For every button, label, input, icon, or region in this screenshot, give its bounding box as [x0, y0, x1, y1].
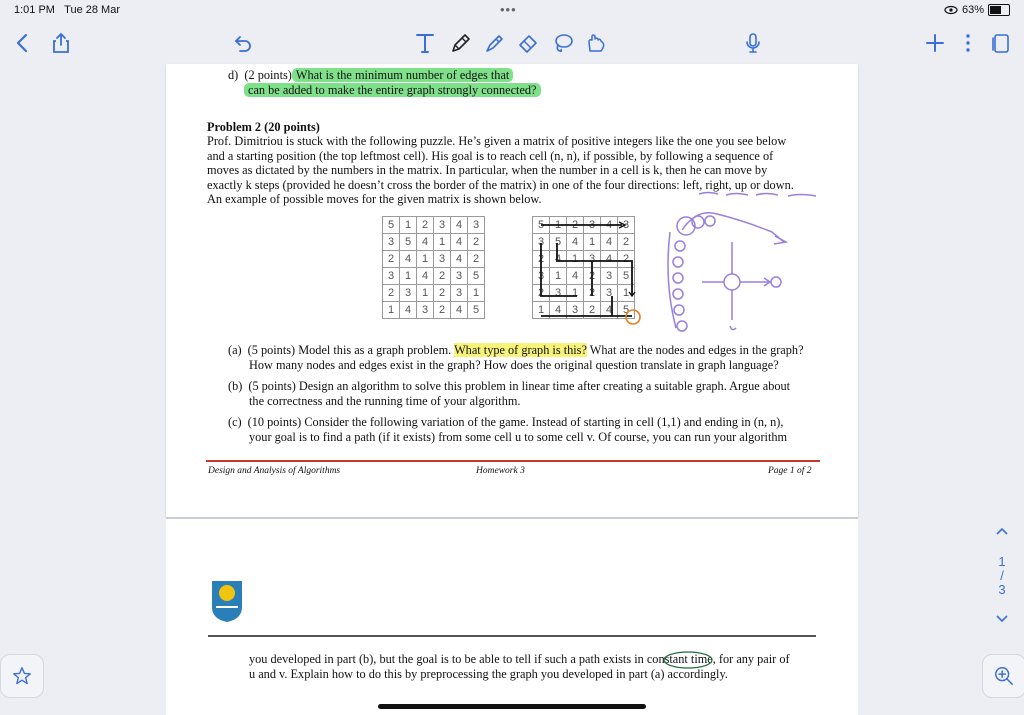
moves-matrix-cell: 1	[550, 268, 567, 285]
matrix-cell: 5	[468, 268, 485, 285]
moves-matrix-cell: 4	[601, 251, 618, 268]
moves-matrix-cell: 3	[533, 268, 550, 285]
moves-matrix-cell: 5	[550, 234, 567, 251]
footer-rule	[206, 460, 820, 462]
matrix-cell: 1	[468, 285, 485, 302]
share-icon[interactable]	[48, 30, 74, 56]
matrix-cell: 1	[383, 302, 400, 319]
matrix-cell: 2	[468, 234, 485, 251]
moves-matrix-cell: 5	[533, 217, 550, 234]
moves-matrix-cell: 2	[584, 302, 601, 319]
matrix-cell: 1	[417, 285, 434, 302]
text-tool-icon[interactable]	[412, 30, 438, 56]
problem-2-line: Prof. Dimitriou is stuck with the following puzzle. He’s given a matrix of positive integers like the one you see below	[207, 134, 787, 148]
status-bar	[0, 0, 1024, 22]
matrix-cell: 3	[434, 251, 451, 268]
header-rule	[208, 635, 816, 637]
moves-matrix-cell: 3	[550, 285, 567, 302]
moves-matrix-cell: 3	[533, 234, 550, 251]
star-icon	[11, 665, 33, 687]
moves-matrix-cell: 4	[601, 302, 618, 319]
matrix-cell: 5	[383, 217, 400, 234]
back-chevron-icon[interactable]	[10, 30, 36, 56]
matrix-cell: 2	[468, 251, 485, 268]
battery-percent: 63%	[961, 4, 984, 16]
zoom-button[interactable]	[982, 654, 1024, 698]
multitasking-dots[interactable]: •••	[500, 2, 517, 17]
page-up-chevron-icon[interactable]	[992, 524, 1012, 539]
matrix-cell: 1	[417, 251, 434, 268]
moves-matrix-cell: 4	[550, 302, 567, 319]
problem-2-line: exactly k steps (provided he doesn’t cross the border of the matrix) in one of the four directions: left, right, up or down.	[207, 177, 794, 192]
status-time: 1:01 PM Tue 28 Mar	[14, 4, 120, 16]
part-a: (a) (5 points) Model this as a graph problem. What type of graph is this? What are the nodes and edges in the graph? How many nodes and edges exist in the graph? How does the original question translate in graph language?	[228, 343, 804, 372]
moves-matrix-cell: 4	[601, 234, 618, 251]
matrix-cell: 4	[451, 251, 468, 268]
move-arrows-overlay	[532, 216, 646, 330]
footer-title: Homework 3	[476, 466, 525, 476]
battery-icon	[988, 4, 1010, 16]
matrix-cell: 3	[451, 268, 468, 285]
matrix-cell: 5	[468, 302, 485, 319]
matrix-cell: 3	[434, 217, 451, 234]
moves-matrix-cell: 5	[618, 302, 635, 319]
moves-matrix-cell: 1	[584, 234, 601, 251]
matrix-cell: 4	[417, 234, 434, 251]
matrix-cell: 3	[468, 217, 485, 234]
moves-matrix-cell: 2	[567, 217, 584, 234]
moves-matrix-cell: 4	[567, 234, 584, 251]
matrix-row	[383, 302, 485, 319]
eraser-icon[interactable]	[515, 30, 541, 56]
matrix-cell: 3	[451, 285, 468, 302]
handwritten-circle-constant	[662, 650, 714, 670]
toolbar	[0, 22, 1024, 64]
matrix-cell: 3	[383, 268, 400, 285]
favorite-star-button[interactable]	[0, 654, 44, 698]
matrix-cell: 4	[451, 302, 468, 319]
matrix-cell: 4	[400, 302, 417, 319]
matrix-cell: 2	[383, 251, 400, 268]
more-icon[interactable]	[955, 30, 981, 56]
moves-matrix-cell: 1	[567, 251, 584, 268]
matrix-cell: 3	[417, 302, 434, 319]
moves-matrix-cell: 2	[584, 285, 601, 302]
status-right	[944, 4, 1010, 16]
part-b: (b) (5 points) Design an algorithm to solve this problem in linear time after creating a suitable graph. Argue about the correctness and the running time of your algorithm.	[228, 379, 791, 408]
matrix-cell: 1	[400, 217, 417, 234]
matrix-cell: 1	[434, 234, 451, 251]
matrix-row	[383, 268, 485, 285]
matrix-row	[383, 217, 485, 234]
university-logo	[210, 577, 244, 623]
moves-matrix-cell: 4	[601, 217, 618, 234]
undo-icon[interactable]	[230, 30, 256, 56]
home-indicator[interactable]	[378, 704, 646, 709]
matrix-cell: 2	[434, 268, 451, 285]
moves-matrix-cell: 3	[584, 251, 601, 268]
highlight-graph-type: What type of graph is this?	[454, 343, 587, 357]
moves-matrix-cell: 1	[567, 285, 584, 302]
problem-2-title: Problem 2 (20 points)	[207, 120, 320, 134]
matrix-cell: 4	[400, 251, 417, 268]
page-down-chevron-icon[interactable]	[992, 612, 1012, 627]
moves-matrix-cell: 4	[550, 251, 567, 268]
add-icon[interactable]	[922, 30, 948, 56]
matrix-cell: 3	[383, 234, 400, 251]
handwritten-underline	[696, 188, 821, 200]
matrix-row	[383, 234, 485, 251]
part-c-continued: you developed in part (b), but the goal is to be able to tell if such a path exists in constant time, for any pair of u and v. Explain how to do this by preprocessing the graph you developed in part (a) accordingly.	[249, 652, 790, 681]
highlighter-icon[interactable]	[482, 30, 508, 56]
matrix-cell: 3	[400, 285, 417, 302]
part-c: (c) (10 points) Consider the following variation of the game. Instead of starting in cell (1,1) and ending in (n, n), your goal is to find a path (if it exists) from some cell u to some cell v. Of course, you can run your algorithm	[228, 415, 788, 444]
screen-mirroring-icon	[944, 5, 958, 15]
moves-matrix-cell: 3	[584, 217, 601, 234]
moves-matrix-cell: 2	[618, 234, 635, 251]
document-page-1[interactable]	[166, 64, 858, 517]
footer-page: Page 1 of 2	[768, 466, 812, 476]
moves-matrix-cell: 3	[567, 302, 584, 319]
moves-matrix-cell: 2	[584, 268, 601, 285]
matrix-cell: 4	[451, 234, 468, 251]
matrix-row	[383, 285, 485, 302]
moves-matrix-cell: 5	[618, 268, 635, 285]
moves-matrix-cell: 2	[533, 251, 550, 268]
matrix-row	[383, 251, 485, 268]
matrix-cell: 2	[434, 302, 451, 319]
pen-icon[interactable]	[448, 30, 474, 56]
problem-2-line: An example of possible moves for the given matrix is shown below.	[207, 192, 542, 207]
example-matrix	[382, 216, 485, 319]
matrix-cell: 2	[434, 285, 451, 302]
moves-matrix-cell: 3	[601, 285, 618, 302]
matrix-cell: 5	[400, 234, 417, 251]
matrix-cell: 4	[451, 217, 468, 234]
microphone-icon[interactable]	[740, 30, 766, 56]
matrix-cell: 2	[383, 285, 400, 302]
pages-icon[interactable]	[988, 30, 1014, 56]
zoom-in-icon	[993, 665, 1015, 687]
shapes-icon[interactable]	[583, 30, 609, 56]
page-indicator[interactable]	[992, 555, 1012, 597]
matrix-cell: 2	[417, 217, 434, 234]
part-d-line2: can be added to make the entire graph strongly connected?	[244, 83, 541, 98]
moves-matrix-cell: 3	[618, 217, 635, 234]
moves-matrix-cell: 1	[533, 302, 550, 319]
total-pages: 3	[998, 582, 1006, 597]
page-separator-slash: /	[1000, 568, 1004, 583]
moves-matrix-cell: 4	[567, 268, 584, 285]
matrix-cell: 4	[417, 268, 434, 285]
moves-matrix-cell: 2	[618, 251, 635, 268]
problem-2-line: moves as dictated by the numbers in the matrix. In particular, when the number in a cell is k, then he can move by	[207, 163, 768, 178]
footer-course: Design and Analysis of Algorithms	[208, 466, 341, 476]
handwritten-graph-sketch	[662, 202, 796, 336]
moves-matrix-cell: 3	[601, 268, 618, 285]
moves-matrix-cell: 1	[550, 217, 567, 234]
document-page-2[interactable]	[166, 519, 858, 715]
highlight-part-d-line1: What is the minimum number of edges that	[292, 68, 513, 82]
lasso-icon[interactable]	[550, 30, 576, 56]
current-page: 1	[998, 554, 1006, 569]
part-d: d) (2 points) What is the minimum number of edges that	[228, 68, 513, 83]
problem-2-line: and a starting position (the top leftmost cell). His goal is to reach cell (n, n), if possible, by following a sequence of	[207, 148, 774, 163]
matrix-cell: 1	[400, 268, 417, 285]
moves-matrix-cell: 1	[618, 285, 635, 302]
moves-matrix-cell: 2	[533, 285, 550, 302]
